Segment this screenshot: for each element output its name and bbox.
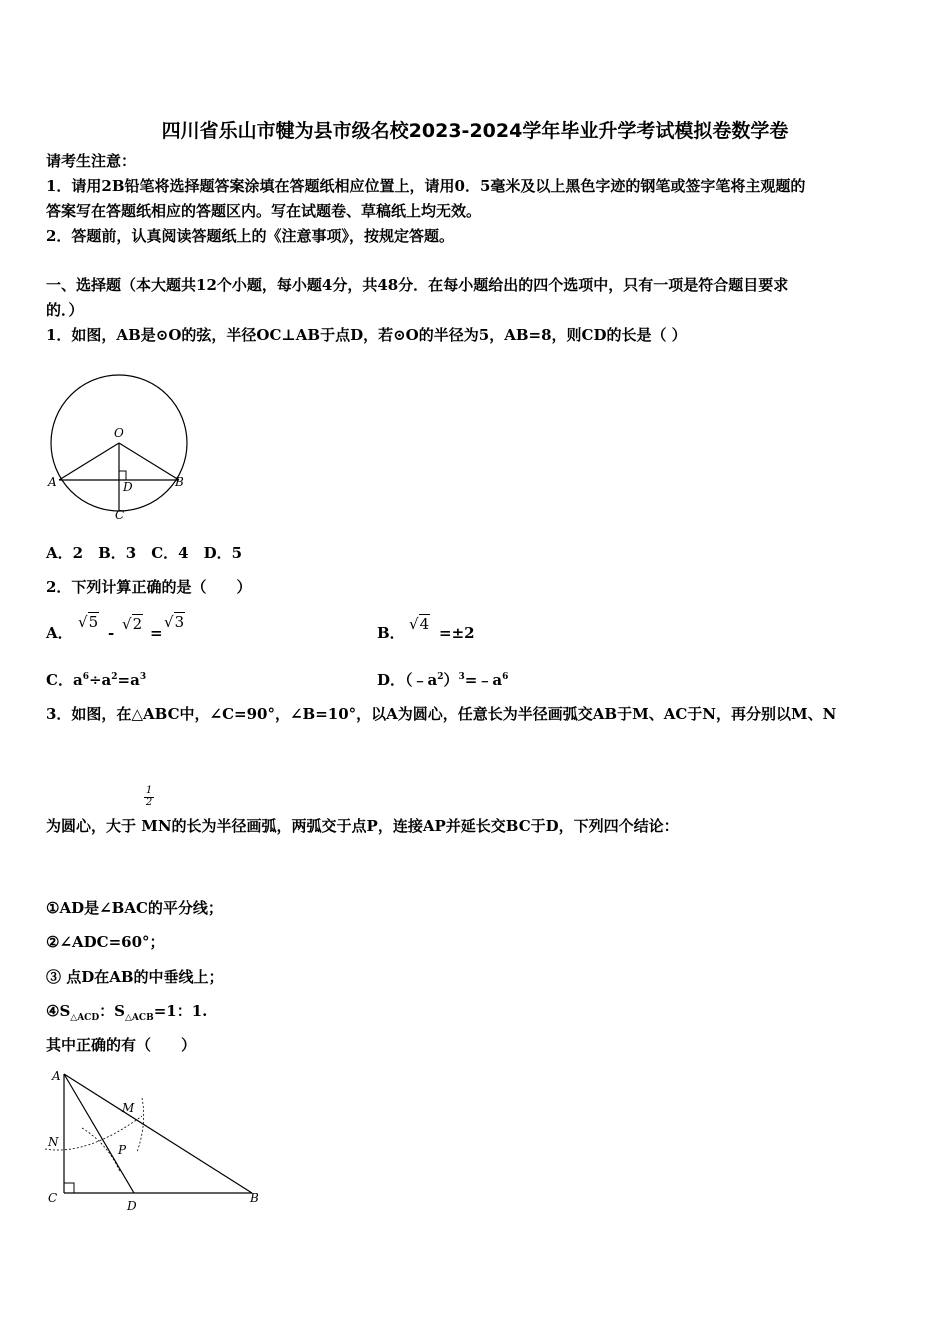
q2-d-close: ） <box>443 671 459 689</box>
q3-c4-part-c: =1：1. <box>153 1002 208 1020</box>
q3-label-m: M <box>122 1101 135 1115</box>
page-title: 四川省乐山市犍为县市级名校2023-2024学年毕业升学考试模拟卷数学卷 <box>161 120 789 142</box>
q2-c-label: C． <box>46 671 73 689</box>
q3-label-n: N <box>48 1135 59 1149</box>
q2-a-sqrt3: √3 <box>164 613 185 631</box>
q3-label-c: C <box>48 1191 58 1205</box>
q1-label-o: O <box>114 426 124 440</box>
q3-label-b: B <box>250 1191 259 1205</box>
q1-label-d: D <box>123 480 133 494</box>
q2-c-base: a <box>72 671 83 689</box>
q2-d-exp2: 3 <box>458 672 465 682</box>
q2-c-exp3: 3 <box>139 672 147 682</box>
q2-d-open: （﹣a <box>405 671 438 689</box>
notice-line-1a: 1．请用2B铅笔将选择题答案涂填在答题纸相应位置上，请用0．5毫米及以上黑色字迹的钢笔或签字笔将主观题的 <box>46 177 806 195</box>
q3-conclusion-2: ②∠ADC=60°； <box>46 933 165 951</box>
q2-option-b-label: B． <box>377 624 405 642</box>
q2-a-minus: - <box>108 624 115 642</box>
q3-label-a: A <box>52 1069 61 1083</box>
section-1-heading-cont: 的．） <box>46 301 84 319</box>
q3-conclusion-3: ③ 点D在AB的中垂线上； <box>46 968 224 986</box>
notice-line-1b: 答案写在答题纸相应的答题区内。写在试题卷、草稿纸上均无效。 <box>46 202 482 220</box>
q2-a-equals: = <box>150 624 163 642</box>
q2-c-exp2: 2 <box>111 672 118 682</box>
q2-d-eq: =﹣a <box>464 671 503 689</box>
q2-d-exp1: 2 <box>437 672 444 682</box>
q3-label-p: P <box>118 1143 127 1157</box>
q1-label-c: C <box>115 508 125 522</box>
section-1-heading: 一、选择题（本大题共12个小题，每小题4分，共48分．在每小题给出的四个选项中，只有一项是符合题目要求 <box>46 276 789 294</box>
q1-label-b: B <box>175 475 184 489</box>
q3-stem-line-1: 3．如图，在△ABC中，∠C=90°，∠B=10°，以A为圆心，任意长为半径画弧交AB于M、AC于N，再分别以M、N <box>46 705 837 723</box>
q1-label-a: A <box>48 475 57 489</box>
q2-option-c <box>46 673 146 688</box>
q2-a-sqrt5: √5 <box>78 613 99 631</box>
q2-a-sqrt2: √2 <box>122 615 143 633</box>
q2-c-exp1: 6 <box>82 672 89 682</box>
q3-conclusion-4 <box>46 1002 208 1023</box>
q3-c4-sub-2: △ACB <box>125 1013 154 1023</box>
notice-line-2: 2．答题前，认真阅读答题纸上的《注意事项》，按规定答题。 <box>46 227 454 245</box>
q3-ask: 其中正确的有（ ） <box>46 1036 197 1054</box>
q1-circle-figure <box>44 364 194 524</box>
q2-a-radicand-1: 5 <box>88 613 99 631</box>
q2-d-exp3: 6 <box>502 672 509 682</box>
q2-c-op: ÷a <box>88 671 112 689</box>
q3-fraction-numerator: 1 <box>145 785 153 796</box>
q3-fraction <box>144 786 154 808</box>
q2-option-d <box>377 673 508 688</box>
q3-c4-sub-1: △ACD <box>70 1013 100 1023</box>
q3-stem-line-2: 为圆心，大于 MN的长为半径画弧，两弧交于点P，连接AP并延长交BC于D，下列四个结论： <box>46 817 679 835</box>
notice-heading: 请考生注意： <box>46 152 137 170</box>
q3-c4-part-b: ：S <box>99 1002 125 1020</box>
q2-a-radicand-3: 3 <box>174 613 185 631</box>
q2-c-eq: =a <box>117 671 140 689</box>
q3-c4-part-a: ④S <box>46 1002 71 1020</box>
q1-stem: 1．如图，AB是⊙O的弦，半径OC⊥AB于点D，若⊙O的半径为5，AB=8，则CD的长是（ ） <box>46 326 687 344</box>
q2-option-a-label: A． <box>46 624 73 642</box>
q1-options: A．2 B．3 C．4 D．5 <box>46 544 243 562</box>
q2-b-rest: =±2 <box>439 624 475 642</box>
q3-label-d: D <box>127 1199 137 1213</box>
q3-fraction-denominator: 2 <box>145 797 153 808</box>
q2-b-sqrt4: √4 <box>409 615 430 633</box>
q3-conclusion-1: ①AD是∠BAC的平分线； <box>46 899 223 917</box>
q2-a-radicand-2: 2 <box>132 615 143 633</box>
q3-triangle-figure <box>42 1064 267 1219</box>
q2-stem: 2．下列计算正确的是（ ） <box>46 578 252 596</box>
q2-b-radicand: 4 <box>419 615 430 633</box>
q2-d-label: D． <box>377 671 406 689</box>
